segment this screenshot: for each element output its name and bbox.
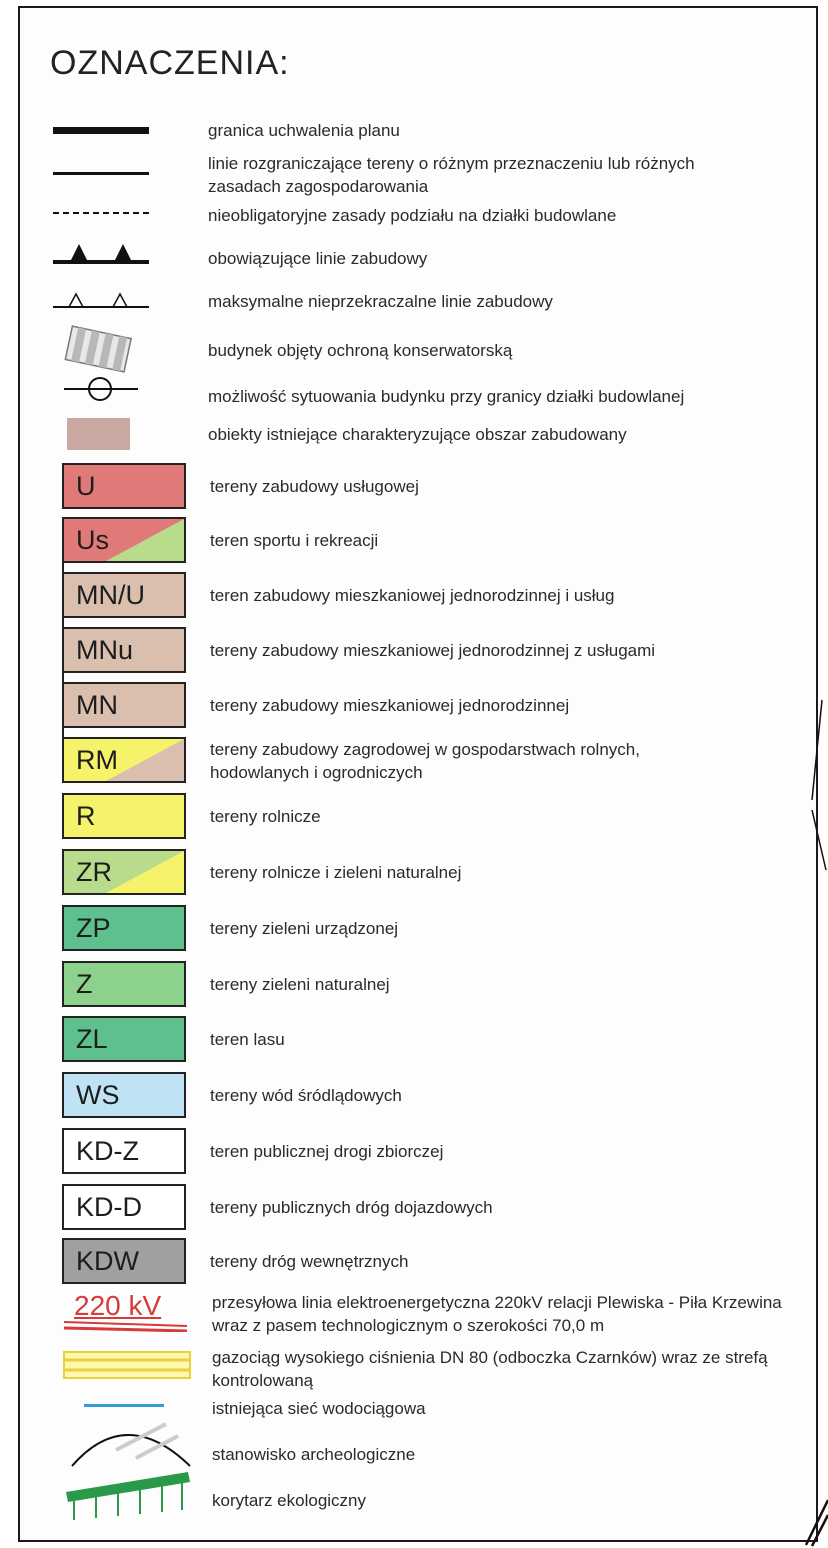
existing-objects-label: obiekty istniejące charakteryzujące obszar zabudowany — [208, 425, 627, 444]
zone-code: ZP — [76, 912, 111, 943]
zone-code: MN — [76, 689, 118, 720]
zone-code: KD-Z — [76, 1135, 139, 1166]
zone-code: KD-D — [76, 1191, 142, 1222]
max-building-lines-label: maksymalne nieprzekraczalne linie zabudowy — [208, 292, 553, 311]
zone-code: MN/U — [76, 579, 145, 610]
zone-label: tereny rolnicze — [210, 807, 321, 826]
legend-title: OZNACZENIA: — [50, 44, 290, 82]
zone-label: teren sportu i rekreacji — [210, 531, 379, 550]
zone-swatch-rm — [62, 737, 186, 783]
building-at-boundary-label: możliwość sytuowania budynku przy granicy działki budowlanej — [208, 387, 685, 406]
zone-label: tereny zieleni urządzonej — [210, 919, 399, 938]
zone-label: tereny zabudowy usługowej — [210, 477, 419, 496]
zone-code: Z — [76, 968, 93, 999]
zone-label: tereny rolnicze i zieleni naturalnej — [210, 863, 462, 882]
zone-code: RM — [76, 744, 118, 775]
power-line-label-2: wraz z pasem technologicznym o szerokości 70,0 m — [212, 1316, 605, 1335]
gas-pipeline-label-1: gazociąg wysokiego ciśnienia DN 80 (odboczka Czarnków) wraz ze strefą — [212, 1348, 768, 1367]
optional-division-label: nieobligatoryjne zasady podziału na działki budowlane — [208, 206, 617, 225]
protected-building-label: budynek objęty ochroną konserwatorską — [208, 341, 513, 360]
gas-pipeline-label-2: kontrolowaną — [212, 1371, 314, 1390]
water-network-label: istniejąca sieć wodociągowa — [212, 1399, 426, 1418]
zone-label: tereny zabudowy mieszkaniowej jednorodzinnej z usługami — [210, 641, 656, 660]
dividing-lines-label-2: zasadach zagospodarowania — [208, 177, 429, 196]
zone-code: ZR — [76, 856, 112, 887]
zone-code: MNu — [76, 634, 134, 665]
zone-code: WS — [76, 1079, 120, 1110]
zone-code: R — [76, 800, 96, 831]
power-line-voltage-text: 220 kV — [74, 1290, 162, 1321]
zone-label: teren publicznej drogi zbiorczej — [210, 1142, 444, 1161]
ecological-corridor-label: korytarz ekologiczny — [212, 1491, 367, 1510]
zone-code: U — [76, 470, 96, 501]
zone-label-line2: hodowlanych i ogrodniczych — [210, 763, 423, 782]
archaeological-site-label: stanowisko archeologiczne — [212, 1445, 416, 1464]
zone-code: ZL — [76, 1023, 108, 1054]
zone-label: tereny publicznych dróg dojazdowych — [210, 1198, 493, 1217]
zone-code: Us — [76, 524, 109, 555]
zone-swatch-us — [62, 517, 186, 563]
zone-label: tereny wód śródlądowych — [210, 1086, 402, 1105]
zone-label: tereny zieleni naturalnej — [210, 975, 390, 994]
zone-code: KDW — [76, 1245, 139, 1276]
zone-label: tereny zabudowy mieszkaniowej jednorodzinnej — [210, 696, 570, 715]
power-line-label-1: przesyłowa linia elektroenergetyczna 220kV relacji Plewiska - Piła Krzewina — [212, 1293, 782, 1312]
mandatory-building-lines-label: obowiązujące linie zabudowy — [208, 249, 428, 268]
zone-label: teren lasu — [210, 1030, 285, 1049]
zone-label: teren zabudowy mieszkaniowej jednorodzinnej i usług — [210, 586, 615, 605]
zone-swatch-zr — [62, 849, 186, 895]
zone-label: tereny dróg wewnętrznych — [210, 1252, 409, 1271]
plan-boundary-label: granica uchwalenia planu — [208, 121, 400, 140]
zone-label: tereny zabudowy zagrodowej w gospodarstwach rolnych, — [210, 740, 640, 759]
dividing-lines-label-1: linie rozgraniczające tereny o różnym przeznaczeniu lub różnych — [208, 154, 695, 173]
